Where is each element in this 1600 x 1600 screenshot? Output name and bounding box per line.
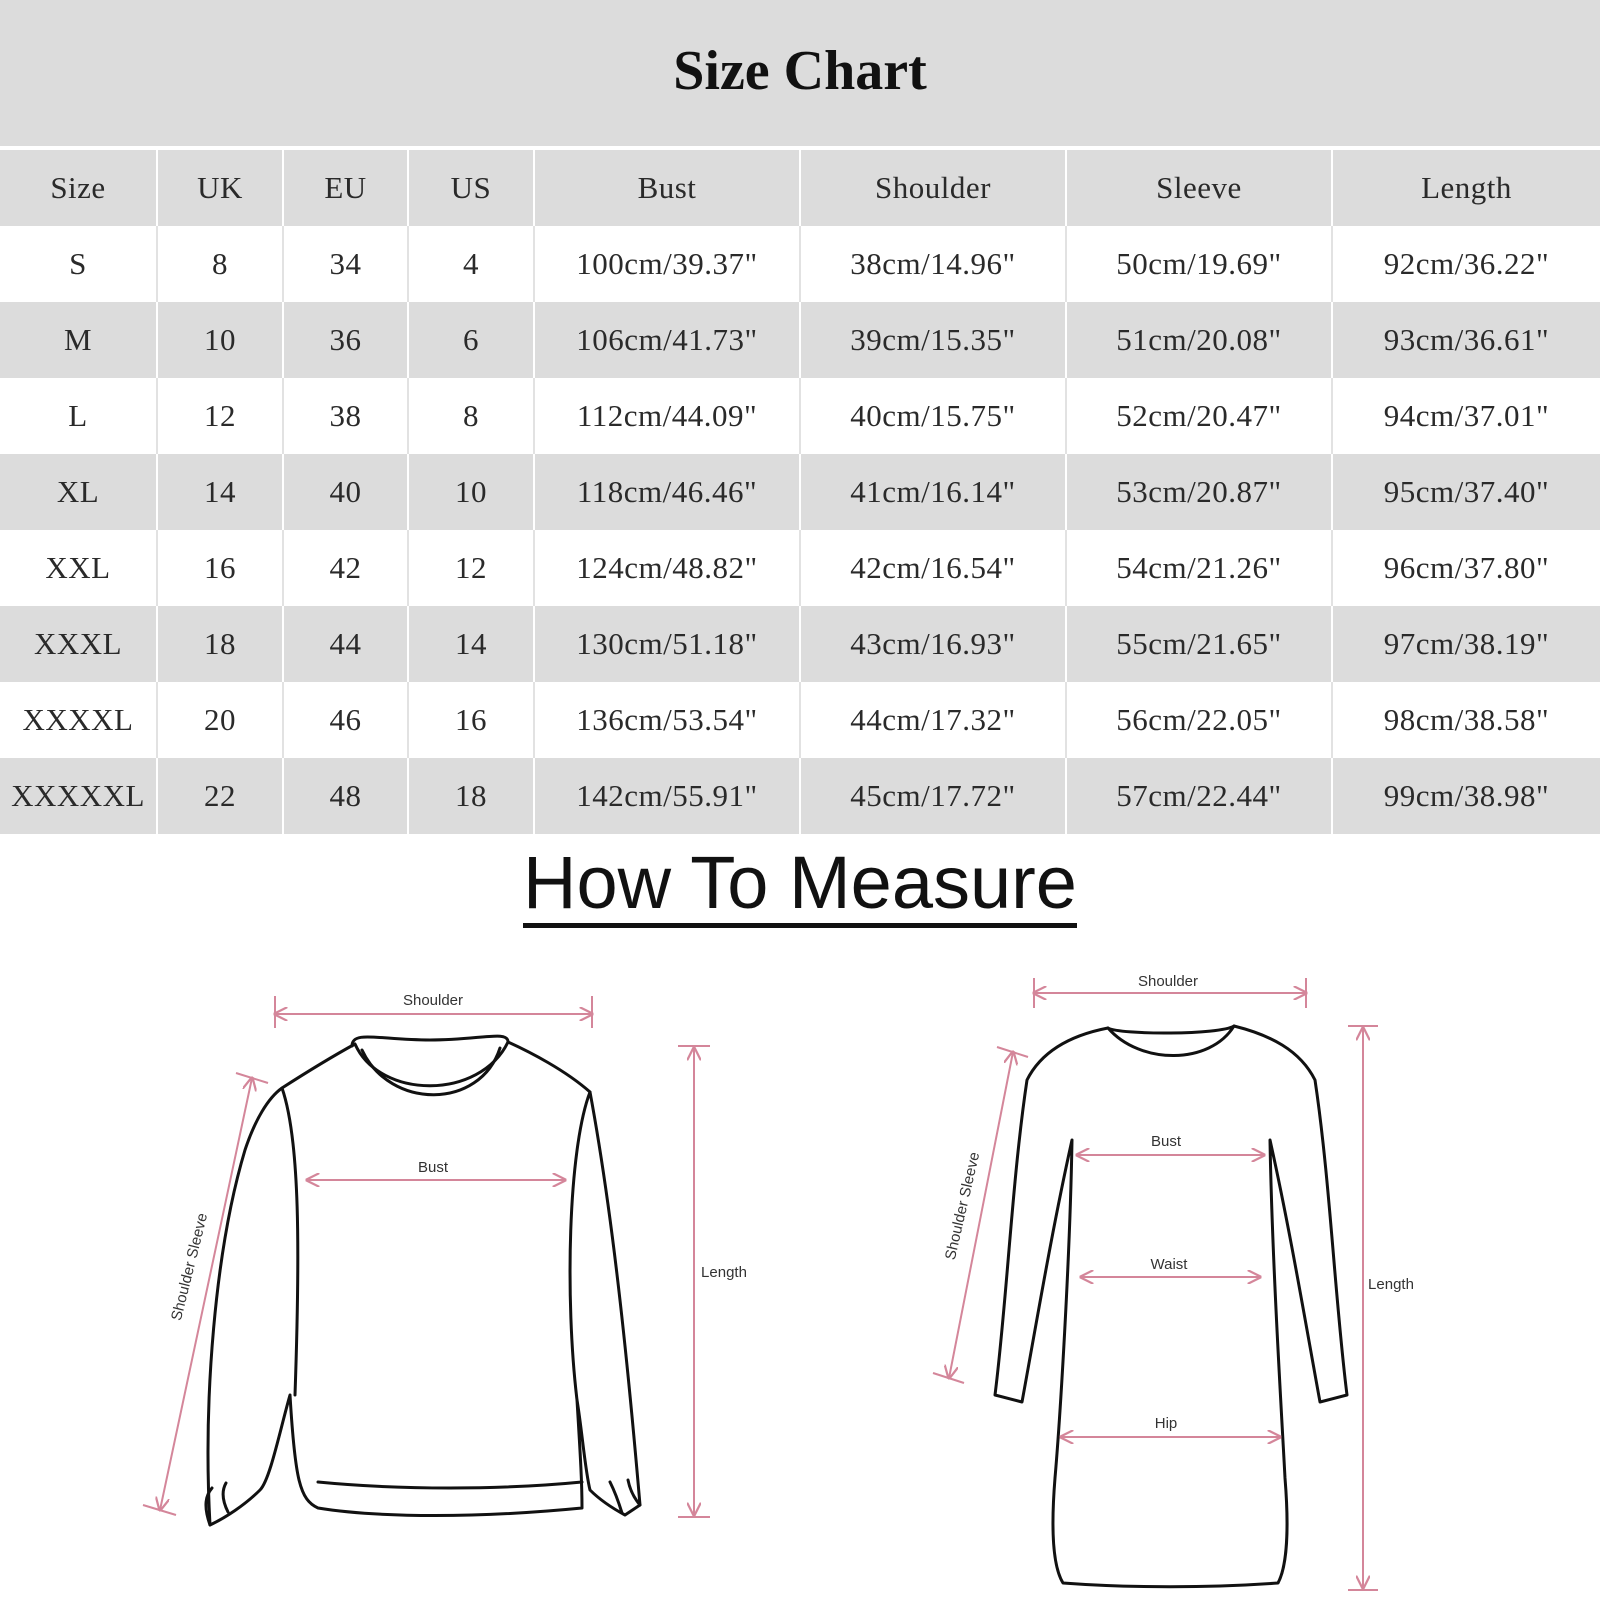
table-cell: 41cm/16.14" xyxy=(800,454,1066,530)
column-header-bust: Bust xyxy=(534,150,800,226)
table-cell: 12 xyxy=(408,530,534,606)
sweater-length-label: Length xyxy=(701,1264,747,1281)
table-cell: 46 xyxy=(283,682,408,758)
dress-outline xyxy=(995,1026,1347,1587)
column-header-uk: UK xyxy=(157,150,283,226)
table-cell: 18 xyxy=(408,758,534,834)
table-cell: 43cm/16.93" xyxy=(800,606,1066,682)
table-cell: 98cm/38.58" xyxy=(1332,682,1600,758)
table-cell: 50cm/19.69" xyxy=(1066,226,1332,302)
table-cell: 16 xyxy=(408,682,534,758)
table-cell: 36 xyxy=(283,302,408,378)
table-cell: 136cm/53.54" xyxy=(534,682,800,758)
table-cell: 20 xyxy=(157,682,283,758)
table-cell: XL xyxy=(0,454,157,530)
sweater-outline xyxy=(208,1042,640,1525)
size-chart-title: Size Chart xyxy=(673,40,927,102)
column-header-us: US xyxy=(408,150,534,226)
table-cell: 52cm/20.47" xyxy=(1066,378,1332,454)
sweater-armhole-left xyxy=(282,1088,298,1395)
dress-sleeve-label: Shoulder Sleeve xyxy=(941,1150,984,1262)
table-cell: L xyxy=(0,378,157,454)
table-cell: 16 xyxy=(157,530,283,606)
table-cell: 57cm/22.44" xyxy=(1066,758,1332,834)
table-cell: XXXXXL xyxy=(0,758,157,834)
sweater-bust-label: Bust xyxy=(417,1159,449,1176)
table-cell: 8 xyxy=(408,378,534,454)
table-cell: 44cm/17.32" xyxy=(800,682,1066,758)
table-cell: 48 xyxy=(283,758,408,834)
table-cell: 112cm/44.09" xyxy=(534,378,800,454)
table-cell: 6 xyxy=(408,302,534,378)
table-cell: 22 xyxy=(157,758,283,834)
table-cell: S xyxy=(0,226,157,302)
table-cell: 4 xyxy=(408,226,534,302)
table-cell: 45cm/17.72" xyxy=(800,758,1066,834)
dress-neckline xyxy=(1108,1026,1234,1033)
column-header-size: Size xyxy=(0,150,157,226)
table-cell: 99cm/38.98" xyxy=(1332,758,1600,834)
table-cell: 40cm/15.75" xyxy=(800,378,1066,454)
dress-length-label: Length xyxy=(1368,1276,1414,1293)
column-header-sleeve: Sleeve xyxy=(1066,150,1332,226)
dress-hip-label: Hip xyxy=(1154,1415,1178,1432)
table-cell: 56cm/22.05" xyxy=(1066,682,1332,758)
table-cell: XXL xyxy=(0,530,157,606)
table-cell: 18 xyxy=(157,606,283,682)
column-header-eu: EU xyxy=(283,150,408,226)
table-cell: 51cm/20.08" xyxy=(1066,302,1332,378)
table-cell: M xyxy=(0,302,157,378)
table-cell: XXXXL xyxy=(0,682,157,758)
table-cell: 38cm/14.96" xyxy=(800,226,1066,302)
dress-measure-lines xyxy=(933,978,1378,1590)
table-cell: 54cm/21.26" xyxy=(1066,530,1332,606)
table-cell: 55cm/21.65" xyxy=(1066,606,1332,682)
table-cell: 8 xyxy=(157,226,283,302)
sweater-armhole-right xyxy=(570,1092,590,1400)
table-cell: 10 xyxy=(408,454,534,530)
table-cell: 106cm/41.73" xyxy=(534,302,800,378)
table-cell: 34 xyxy=(283,226,408,302)
column-header-shoulder: Shoulder xyxy=(800,150,1066,226)
sweater-shoulder-label: Shoulder xyxy=(402,992,464,1009)
table-cell: 39cm/15.35" xyxy=(800,302,1066,378)
table-cell: 130cm/51.18" xyxy=(534,606,800,682)
table-cell: 100cm/39.37" xyxy=(534,226,800,302)
table-cell: 97cm/38.19" xyxy=(1332,606,1600,682)
table-cell: 95cm/37.40" xyxy=(1332,454,1600,530)
sweater-hem xyxy=(318,1482,582,1488)
sweater-illustration xyxy=(206,1036,640,1525)
table-cell: 40 xyxy=(283,454,408,530)
table-cell: 42cm/16.54" xyxy=(800,530,1066,606)
sweater-measure-lines xyxy=(143,996,710,1517)
table-cell: 14 xyxy=(408,606,534,682)
table-cell: XXXL xyxy=(0,606,157,682)
table-cell: 142cm/55.91" xyxy=(534,758,800,834)
dress-shoulder-label: Shoulder xyxy=(1137,973,1199,990)
table-cell: 14 xyxy=(157,454,283,530)
table-cell: 42 xyxy=(283,530,408,606)
how-to-measure-title: How To Measure xyxy=(523,845,1077,928)
table-cell: 10 xyxy=(157,302,283,378)
table-cell: 96cm/37.80" xyxy=(1332,530,1600,606)
dress-waist-label: Waist xyxy=(1150,1256,1188,1273)
table-cell: 38 xyxy=(283,378,408,454)
table-cell: 118cm/46.46" xyxy=(534,454,800,530)
dress-illustration xyxy=(995,1026,1347,1587)
sweater-collar-outer xyxy=(352,1036,508,1046)
table-cell: 92cm/36.22" xyxy=(1332,226,1600,302)
column-header-length: Length xyxy=(1332,150,1600,226)
table-cell: 44 xyxy=(283,606,408,682)
dress-bust-label: Bust xyxy=(1150,1133,1182,1150)
table-cell: 124cm/48.82" xyxy=(534,530,800,606)
table-cell: 94cm/37.01" xyxy=(1332,378,1600,454)
table-cell: 53cm/20.87" xyxy=(1066,454,1332,530)
sweater-sleeve-label: Shoulder Sleeve xyxy=(168,1211,212,1323)
table-cell: 12 xyxy=(157,378,283,454)
table-cell: 93cm/36.61" xyxy=(1332,302,1600,378)
